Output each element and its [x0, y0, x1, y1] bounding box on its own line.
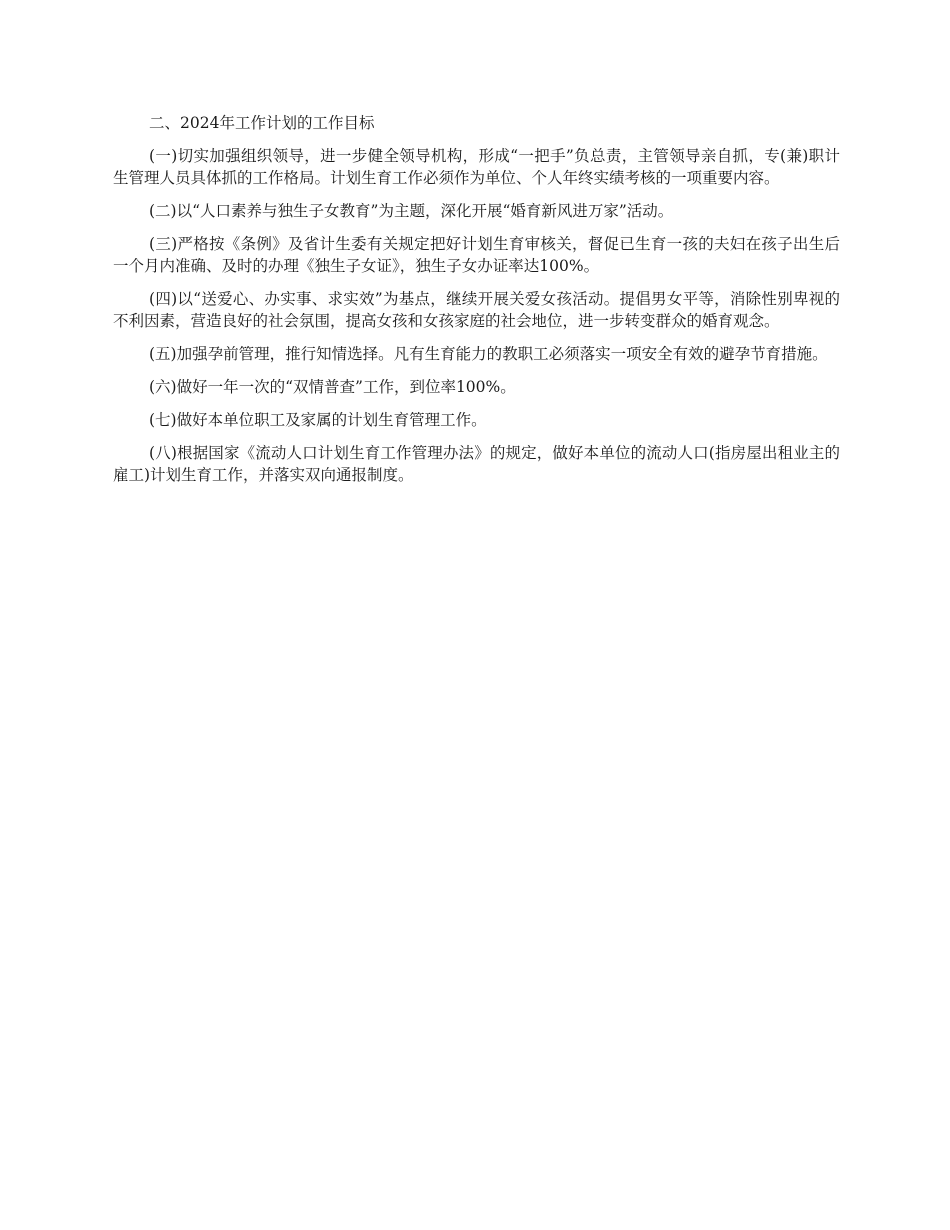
paragraph-7: (七)做好本单位职工及家属的计划生育管理工作。 [149, 411, 487, 429]
paragraph-5: (五)加强孕前管理，推行知情选择。凡有生育能力的教职工必须落实一项安全有效的避孕节育措施。 [149, 345, 828, 363]
document-body [113, 112, 840, 497]
paragraph-4: (四)以“送爱心、办实事、求实效”为基点，继续开展关爱女孩活动。提倡男女平等，消除性别卑视的不利因素，营造良好的社会氛围，提高女孩和女孩家庭的社会地位，进一步转变群众的婚育观念。 [113, 290, 840, 330]
paragraph-6: (六)做好一年一次的“双情普查”工作，到位率100%。 [149, 378, 516, 396]
paragraph-2: (二)以“人口素养与独生子女教育”为主题，深化开展“婚育新风进万家”活动。 [149, 202, 674, 220]
paragraph-8: (八)根据国家《流动人口计划生育工作管理办法》的规定，做好本单位的流动人口(指房屋出租业主的雇工)计划生育工作，并落实双向通报制度。 [113, 444, 840, 484]
paragraph-3: (三)严格按《条例》及省计生委有关规定把好计划生育审核关，督促已生育一孩的夫妇在孩子出生后一个月内准确、及时的办理《独生子女证》，独生子女办证率达100%。 [113, 235, 840, 275]
section-heading: 二、2024年工作计划的工作目标 [149, 114, 375, 132]
paragraph-1: (一)切实加强组织领导，进一步健全领导机构，形成“一把手”负总责，主管领导亲自抓，专(兼)职计生管理人员具体抓的工作格局。计划生育工作必须作为单位、个人年终实绩考核的一项重要内容。 [113, 147, 840, 187]
